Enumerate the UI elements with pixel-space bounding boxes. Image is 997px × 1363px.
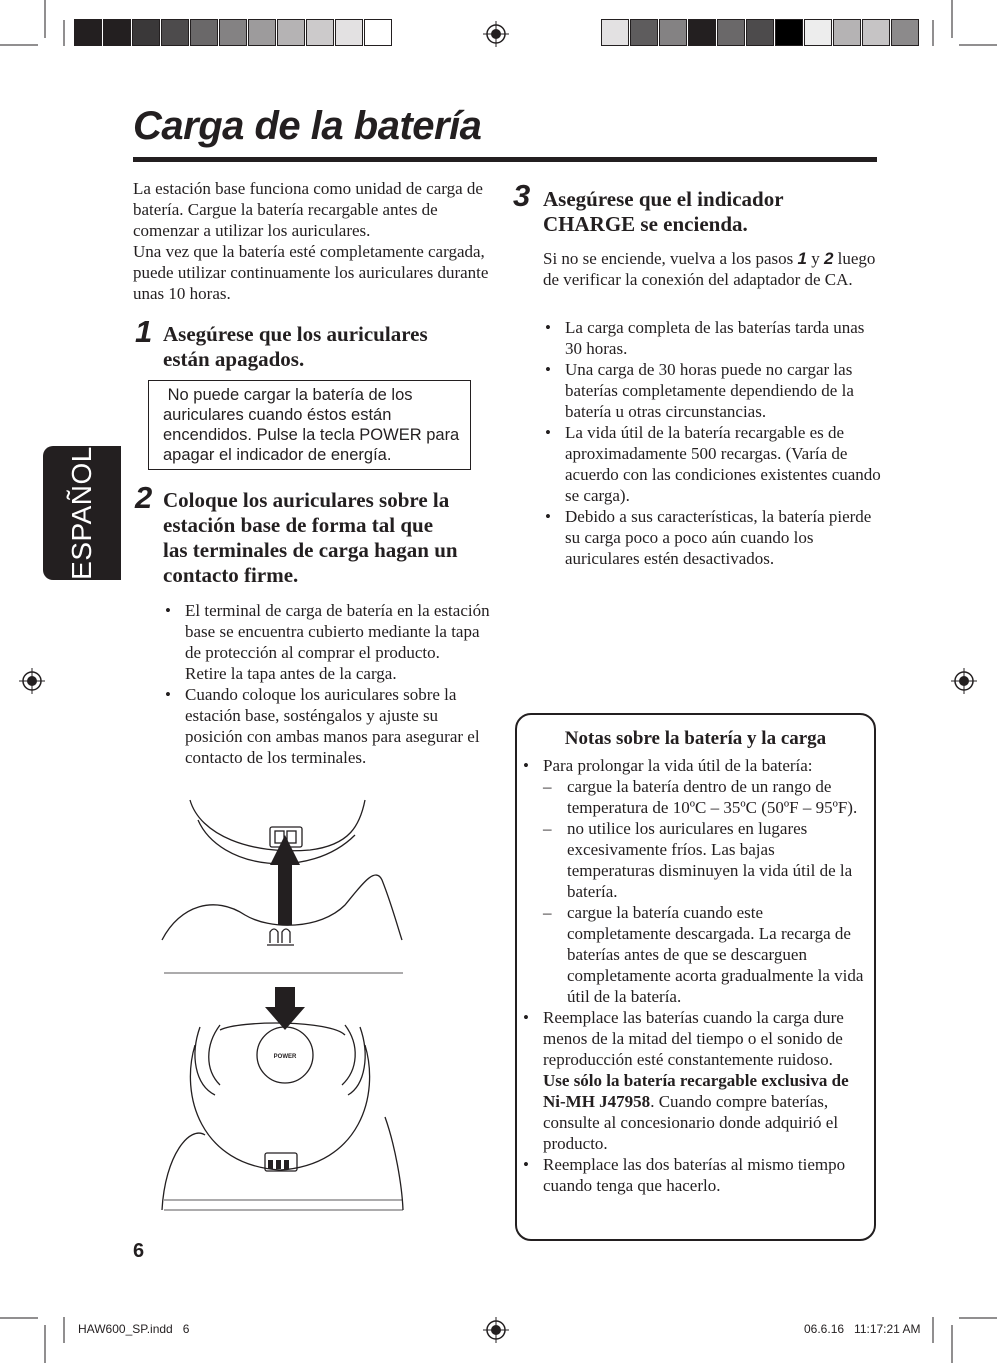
color-swatch: [601, 19, 629, 46]
step-1-number: 1: [135, 314, 153, 349]
list-item: – no utilice los auriculares en lugares excesivamente fríos. Las bajas temperaturas disminuyen la vida útil de la batería.: [543, 819, 853, 901]
step-3-number: 3: [513, 178, 531, 213]
step-2-title: Coloque los auriculares sobre la estación base de forma tal que las terminales de carga hagan un contacto firme.: [163, 488, 458, 587]
footer-timestamp: 06.6.16 11:17:21 AM: [804, 1322, 921, 1336]
step-2-number: 2: [135, 480, 153, 515]
list-item: – cargue la batería dentro de un rango de temperatura de 10ºC – 35ºC (50ºF – 95ºF).: [543, 777, 858, 817]
color-swatch: [746, 19, 774, 46]
list-item: • La carga completa de las baterías tarda unas 30 horas.: [545, 318, 865, 358]
list-item: • Reemplace las baterías cuando la carga dure menos de la mitad del tiempo o el sonido de reproducción esté constantemente ruidoso. Use sólo la batería recargable exclusiva de Ni-MH J47958. Cuando compre baterías, consulte al concesionario donde adquirió el producto.: [523, 1008, 849, 1153]
registration-mark-bottom-icon: [483, 1317, 509, 1343]
color-swatch: [277, 19, 305, 46]
color-swatch: [306, 19, 334, 46]
color-swatch: [804, 19, 832, 46]
color-swatch: [219, 19, 247, 46]
list-item: • Cuando coloque los auriculares sobre la estación base, sosténgalos y ajuste su posición con ambas manos para asegurar el contacto de los terminales.: [165, 685, 480, 767]
list-item: • Debido a sus características, la batería pierde su carga poco a poco aún cuando los auriculares estén desactivados.: [545, 507, 872, 568]
intro: [133, 178, 498, 304]
page-title: Carga de la batería: [133, 104, 482, 148]
list-item: • Reemplace las dos baterías al mismo tiempo cuando tenga que hacerlo.: [523, 1155, 846, 1195]
intro-paragraph-2: Una vez que la batería esté completamente cargada, puede utilizar continuamente los auriculares durante unas 10 horas.: [133, 242, 489, 303]
list-item: • El terminal de carga de batería en la estación base se encuentra cubierto mediante la tapa de protección al comprar el producto. Retire la tapa antes de la carga.: [165, 601, 490, 683]
color-swatch: [103, 19, 131, 46]
color-swatch: [248, 19, 276, 46]
notes-sublist: [543, 776, 866, 1007]
step-2-bullets: [163, 600, 498, 768]
step-1-caution-box: [148, 380, 471, 470]
color-swatch: [688, 19, 716, 46]
color-swatch: [659, 19, 687, 46]
footer-filename: HAW600_SP.indd 6: [78, 1322, 190, 1336]
color-swatch: [775, 19, 803, 46]
step-3-lead: Si no se enciende, vuelva a los pasos 1 y 2 luego de verificar la conexión del adaptador de CA.: [543, 249, 876, 289]
step-1-caution-text: No puede cargar la batería de los auriculares cuando éstos están encendidos. Pulse la tecla POWER para apagar el indicador de energía.: [163, 386, 464, 464]
step-3-bullets: [543, 317, 881, 569]
headphone-base-illustration: [160, 795, 405, 1215]
color-swatch: [132, 19, 160, 46]
list-item: • Una carga de 30 horas puede no cargar las baterías completamente dependiendo de la batería u otras circunstancias.: [545, 360, 854, 421]
color-swatch: [364, 19, 392, 46]
intro-paragraph-1: La estación base funciona como unidad de carga de batería. Cargue la batería recargable antes de comenzar a utilizar los auriculares.: [133, 179, 483, 240]
color-swatch: [161, 19, 189, 46]
notes-title: Notas sobre la batería y la carga: [564, 728, 827, 749]
list-item: • Para prolongar la vida útil de la batería: – cargue la batería dentro de un rango de temperatura de 10ºC – 35ºC (50ºF – 95ºF). – no utilice los auriculares en lugares excesivamente fríos. Las bajas temperaturas disminuyen la vida útil de la batería. – cargue la batería cuando este completamente descargada. La recarga de baterías antes de que se descarguen completamente acorta gradualmente la vida útil de la batería.: [521, 755, 866, 1007]
color-swatch: [630, 19, 658, 46]
notes-list: [521, 755, 866, 1196]
registration-mark-right-icon: [951, 668, 977, 694]
registration-mark-left-icon: [19, 668, 45, 694]
power-label: POWER: [273, 1054, 297, 1060]
title-rule: [133, 157, 877, 162]
color-swatch: [335, 19, 363, 46]
color-swatch: [862, 19, 890, 46]
color-swatch: [717, 19, 745, 46]
step-1-title: Asegúrese que los auriculares están apagados.: [163, 322, 428, 371]
side-tab-label: ESPAÑOL: [66, 446, 98, 580]
list-item: • La vida útil de la batería recargable es de aproximadamente 500 recargas. (Varía de acuerdo con las condiciones existentes cuando se carga).: [545, 423, 881, 505]
page-number: 6: [133, 1240, 145, 1262]
color-swatch: [190, 19, 218, 46]
color-swatch: [891, 19, 919, 46]
color-swatch: [833, 19, 861, 46]
step-3-title: Asegúrese que el indicador CHARGE se encienda.: [543, 187, 784, 236]
color-swatch: [74, 19, 102, 46]
list-item: – cargue la batería cuando este completamente descargada. La recarga de baterías antes de que se descarguen completamente acorta gradualmente la vida útil de la batería.: [543, 903, 864, 1006]
registration-mark-top-icon: [483, 21, 509, 47]
